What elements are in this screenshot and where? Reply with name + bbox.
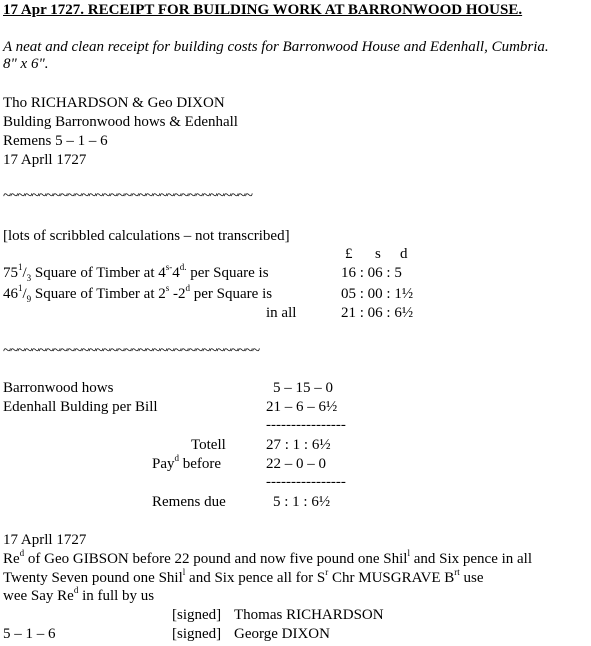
signature-mark: [signed] [172, 607, 222, 623]
receipt-line: Twenty Seven pound one Shil$^l$ and Six pence all for $S^r$ Chr MUSGRAVE $B^{rt}$ use [3, 567, 484, 586]
receipt-line: wee Say Re$^d$ in full by us [3, 585, 155, 604]
receipt-line: Re$^d$ of Geo GIBSON before 22 pound and now five pound one Shil$^l$ and Six pence in all [3, 548, 533, 567]
timber-amount: 05 : 00 : 1½ [341, 286, 414, 302]
signature-name: George DIXON [234, 626, 330, 642]
description-line-1: A neat and clean receipt for building costs for Barronwood House and Edenhall, Cumbria. [3, 39, 549, 55]
timber-line: $46^1/_9$ Square of Timber at 2$^s$ -2$^d$ per Square is [3, 283, 273, 304]
in-all-amount: 21 : 06 : 6½ [341, 305, 414, 321]
barronwood-amount: 5 – 15 – 0 [273, 380, 333, 396]
signature-mark: [signed] [172, 626, 222, 642]
timber-amount: 16 : 06 : 5 [341, 265, 402, 281]
edenhall-label: Edenhall Bulding per Bill [3, 399, 158, 415]
separator-line: ~~~~~~~~~~~~~~~~~~~~~~~~~~~~~~~~~~~ [3, 188, 253, 204]
header-work: Bulding Barronwood hows & Edenhall [3, 114, 238, 130]
sum-rule: ---------------- [266, 474, 346, 490]
page-title: 17 Apr 1727. RECEIPT FOR BUILDING WORK AT BARRONWOOD HOUSE. [3, 2, 523, 18]
remens-due-label: Remens due [152, 494, 226, 510]
barronwood-label: Barronwood hows [3, 380, 114, 396]
footer-amount: 5 – 1 – 6 [3, 626, 56, 642]
in-all-label: in all [266, 305, 297, 321]
edenhall-amount: 21 – 6 – 6½ [266, 399, 338, 415]
header-remens: Remens 5 – 1 – 6 [3, 133, 108, 149]
signature-name: Thomas RICHARDSON [234, 607, 384, 623]
shillings-header: s [375, 246, 381, 262]
totell-amount: 27 : 1 : 6½ [266, 437, 331, 453]
transcription-note: [lots of scribbled calculations – not transcribed] [3, 228, 290, 244]
description-line-2: 8" x 6". [3, 56, 49, 72]
totell-label: Totell [191, 437, 226, 453]
header-date: 17 Aprll 1727 [3, 152, 87, 168]
remens-due-amount: 5 : 1 : 6½ [273, 494, 331, 510]
timber-line: $75^1/_3$ Square of Timber at $4^{s-}4^{d.}$ per Square is [3, 262, 269, 283]
receipt-date: 17 Aprll 1727 [3, 532, 87, 548]
pounds-header: £ [345, 246, 353, 262]
sum-rule: ---------------- [266, 417, 346, 433]
payd-amount: 22 – 0 – 0 [266, 456, 326, 472]
pence-header: d [400, 246, 408, 262]
header-names: Tho RICHARDSON & Geo DIXON [3, 95, 225, 111]
separator-line: ~~~~~~~~~~~~~~~~~~~~~~~~~~~~~~~~~~~~ [3, 343, 260, 359]
payd-label: Pay$^d$ before [152, 453, 222, 472]
